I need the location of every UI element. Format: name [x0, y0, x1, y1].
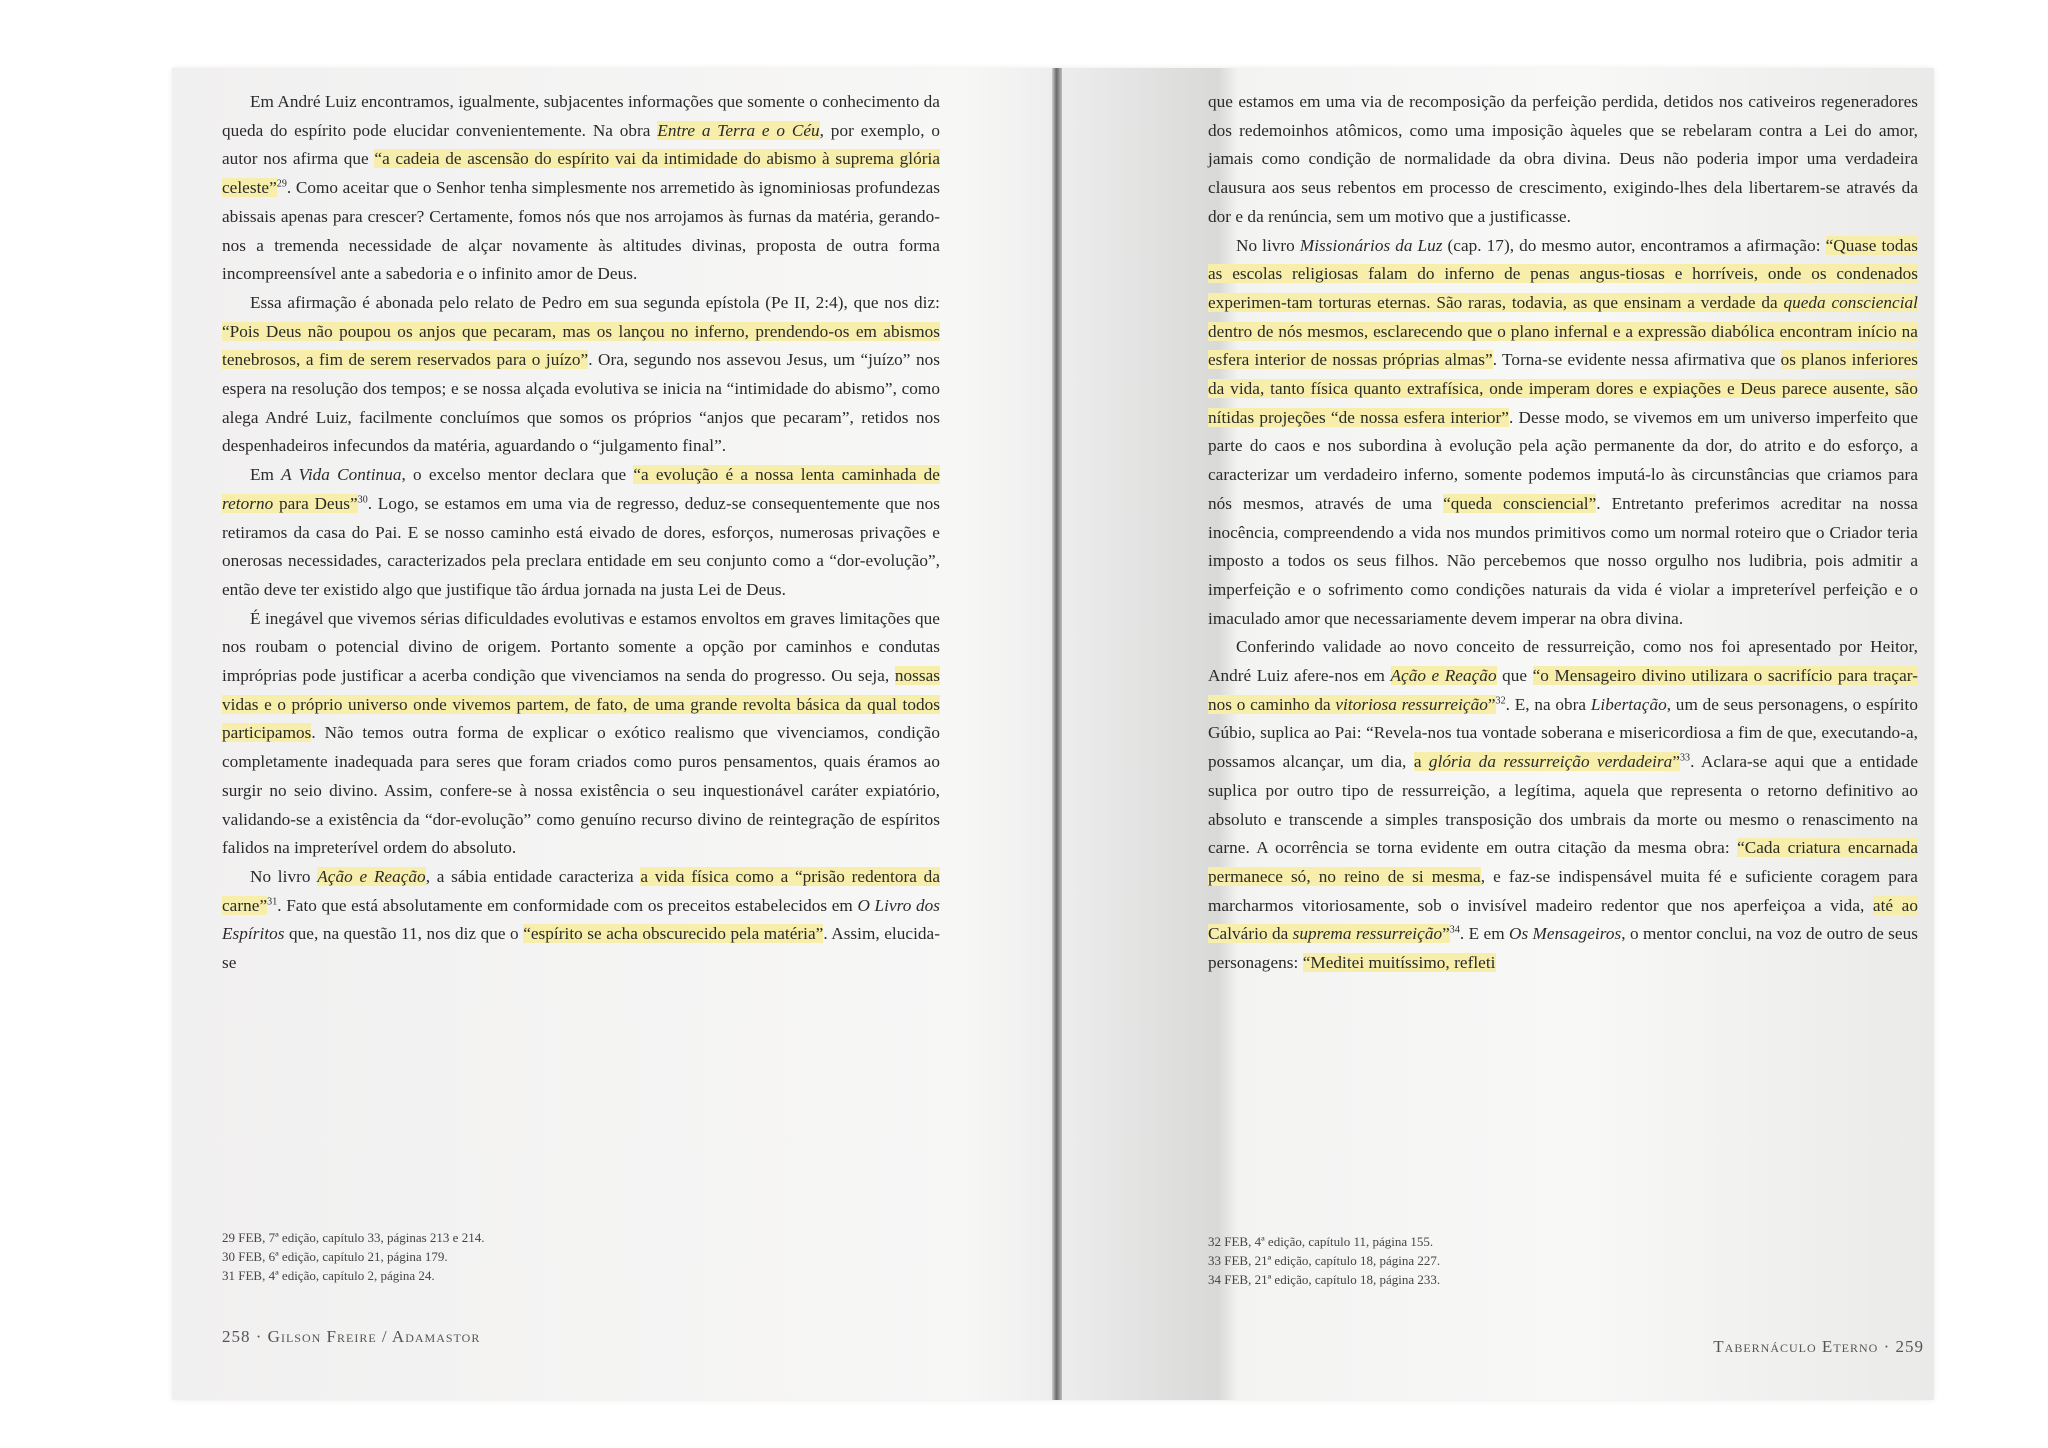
text-run: . Aclara-se aqui que a entidade suplica por outro tipo de ressurreição, a legítima, aquela que representa o retorno definitivo ao absoluto e transcende a simples transposição dos umbrais da morte ou mesmo o renascimento na carne. A ocorrência se torna evidente em outra citação da mesma obra:: [1208, 752, 1918, 858]
text-run: . Logo, se estamos em uma via de regresso, deduz-se consequentemente que nos retiramos da casa do Pai. E se nosso caminho está eivado de dores, esforços, numerosas privações e onerosas necessidades, caracterizados pela preclara entidade em seu conjunto como a “dor-evolução”, então deve ter existido algo que justifique tão árdua jornada na justa Lei de Deus.: [222, 493, 940, 599]
running-footer: Gilson Freire / Adamastor: [267, 1327, 481, 1346]
text-run: , um de seus personagens, o espírito Gúbio, suplica ao Pai: “Revela-nos tua vontade soberana e misericordiosa a fim de que, executando-a, possamos alcançar, um dia,: [1208, 694, 1918, 772]
highlighted-text: “o Mensageiro divino utilizara o sacrifício para traçar-nos o caminho da: [1208, 666, 1918, 714]
text-run: que: [1496, 666, 1533, 686]
highlighted-text: “espírito se acha obscurecido pela matéria”: [523, 924, 824, 944]
text-run: Missionários da Luz: [1299, 235, 1443, 255]
book-gutter: [1052, 68, 1062, 1400]
highlighted-text: Ação e Reação: [1390, 666, 1497, 686]
right-page-footnotes: [1208, 1232, 1440, 1289]
left-page-footer: 258 · Gilson Freire / Adamastor: [222, 1327, 481, 1346]
text-run: , e faz-se indispensável muita fé e suficiente coragem para marcharmos vitoriosamente, sob o invisível madeiro redentor que nos aperfeiçoa a vida,: [1208, 866, 1918, 915]
text-run: , a sábia entidade caracteriza: [425, 866, 641, 886]
footnote-ref: 33: [1680, 752, 1691, 764]
highlighted-text: dentro de nós mesmos, esclarecendo que o plano infernal e a expressão diabólica encontram início na esfera interior de nossas próprias almas”: [1208, 321, 1918, 370]
paragraph: [222, 605, 940, 863]
footnote: 31 FEB, 4ª edição, capítulo 2, página 24.: [222, 1268, 435, 1283]
footnote-ref: 29: [276, 178, 287, 190]
text-run: . Entretanto preferimos acreditar na nossa inocência, compreendendo a vida nos mundos primitivos como um normal roteiro que o Criador teria imposto a todos os seus filhos. Não percebemos que nosso orgulho nos ludibria, pois admitir a imperfeição e o sofrimento como condições naturais da vida é violar a impreterível perfeição e o imaculado amor que necessariamente devem imperar na obra divina.: [1208, 493, 1918, 628]
text-run: Conferindo validade ao novo conceito de ressurreição, como nos foi apresentado por Heitor, André Luiz afere-nos em: [1208, 637, 1918, 686]
highlighted-text: até ao Calvário da: [1208, 895, 1918, 944]
text-run: Os Mensageiros: [1508, 924, 1622, 944]
running-footer: Tabernáculo Eterno: [1713, 1337, 1879, 1356]
page-number: 258: [222, 1327, 251, 1346]
text-run: O Livro dos Espíritos: [222, 895, 940, 944]
highlighted-text: “queda consciencial”: [1443, 493, 1597, 513]
highlighted-text: a vida física como a “prisão redentora da carne”: [222, 866, 941, 915]
highlighted-text: glória da ressurreição verdadeira: [1428, 752, 1673, 772]
right-page-footer: Tabernáculo Eterno · 259: [1713, 1337, 1924, 1356]
text-run: , o excelso mentor declara que: [401, 465, 634, 485]
text-run: No livro: [250, 866, 318, 886]
text-run: . Fato que está absolutamente em conformidade com os preceitos estabelecidos em: [277, 895, 858, 915]
highlighted-text: Entre a Terra e o Céu: [657, 120, 820, 140]
text-run: . Ora, segundo nos assevou Jesus, um “juízo” nos espera na resolução dos tempos; e se nossa alçada evolutiva se inicia na “intimidade do abismo”, como alega André Luiz, facilmente concluímos que somos os próprios “anjos que pecaram”, retidos nos despenhadeiros infecundos da matéria, aguardando o “julgamento final”.: [222, 350, 940, 456]
paragraph: [222, 289, 940, 461]
highlighted-text: queda consciencial: [1783, 292, 1918, 312]
text-run: É inegável que vivemos sérias dificuldades evolutivas e estamos envoltos em graves limitações que nos roubam o potencial divino de origem. Portanto somente a opção por caminhos e condutas impróprias pode justificar a acerba condição que vivenciamos na senda do progresso. Ou seja,: [222, 608, 940, 686]
highlighted-text: “Quase todas as escolas religiosas falam do inferno de penas angus-tiosas e horríveis, onde os condenados experimen-tam torturas eternas. São raras, todavia, as que ensinam a verdade da: [1208, 235, 1918, 312]
text-run: , por exemplo, o autor nos afirma que: [222, 120, 940, 169]
footnote: 32 FEB, 4ª edição, capítulo 11, página 155.: [1208, 1234, 1434, 1249]
highlighted-text: retorno: [222, 493, 274, 513]
paragraph: [1208, 232, 1918, 634]
highlighted-text: ”: [1487, 694, 1496, 714]
text-run: , o mentor conclui, na voz de outro de seus personagens:: [1208, 924, 1918, 973]
highlighted-text: “a cadeia de ascensão do espírito vai da intimidade do abismo à suprema glória celeste”: [222, 149, 941, 198]
highlighted-text: a: [1413, 752, 1429, 772]
footnote: 33 FEB, 21ª edição, capítulo 18, página 227.: [1208, 1253, 1441, 1268]
highlighted-text: “Meditei muitíssimo, refleti: [1302, 953, 1496, 973]
highlighted-text: ”: [1442, 924, 1450, 944]
text-run: . Não temos outra forma de explicar o exótico realismo que vivenciamos, condição completamente inadequada para seres que foram criados como puros pensamentos, quais éramos ao surgir no seio divino. Assim, confere-se à nossa existência o seu inquestionável caráter expiatório, validando-se a existência da “dor-evolução” como genuíno recurso divino de reintegração de espíritos falidos na impreterível ordem do absoluto.: [222, 723, 940, 858]
highlighted-text: nossas vidas e o próprio universo onde vivemos partem, de fato, de uma grande revolta básica da qual todos participamos: [222, 666, 940, 743]
text-run: No livro: [1236, 235, 1300, 255]
text-run: . Assim, elucida-se: [222, 924, 940, 973]
text-run: . E em: [1459, 924, 1509, 944]
highlighted-text: ”: [1672, 752, 1680, 772]
highlighted-text: Ação e Reação: [317, 866, 426, 886]
paragraph: [222, 461, 940, 605]
paragraph: [222, 863, 940, 978]
footnote-ref: 34: [1449, 924, 1460, 936]
highlighted-text: “Pois Deus não poupou os anjos que pecaram, mas os lançou no inferno, prendendo-os em abismos tenebrosos, a fim de serem reservados para o juízo”: [222, 321, 940, 370]
text-run: Em: [250, 465, 282, 485]
left-page-body: [222, 88, 940, 978]
text-run: . E, na obra: [1505, 694, 1591, 714]
text-run: . Desse modo, se vivemos em um universo imperfeito que parte do caos e nos subordina à evolução pela ação permanente da dor, do atrito e do esforço, a caracterizar um verdadeiro inferno, somente podemos imputá-lo às circunstâncias que criamos para nós mesmos, através de uma: [1208, 407, 1918, 513]
text-run: . Como aceitar que o Senhor tenha simplesmente nos arremetido às ignominiosas profundezas abissais apenas para crescer? Certamente, fomos nós que nos arrojamos às furnas da matéria, gerando-nos a tremenda necessidade de alçar novamente às altitudes divinas, proposta de outra forma incompreensível ante a sabedoria e o infinito amor de Deus.: [222, 178, 940, 284]
highlighted-text: para Deus”: [273, 493, 358, 513]
highlighted-text: vitoriosa ressurreição: [1335, 694, 1488, 714]
right-page: [1208, 88, 1918, 978]
footnote-ref: 31: [267, 895, 278, 907]
highlighted-text: suprema ressurreição: [1292, 924, 1443, 944]
left-page-footnotes: [222, 1228, 484, 1285]
left-page: [222, 88, 940, 978]
paragraph: [1208, 633, 1918, 977]
text-run: que estamos em uma via de recomposição da perfeição perdida, detidos nos cativeiros regeneradores dos redemoinhos atômicos, como uma imposição àqueles que se rebelaram contra a Lei do amor, jamais como condição de normalidade da obra divina. Deus não poderia impor uma verdadeira clausura aos seus rebentos em processo de crescimento, exigindo-lhes dela libertarem-se através da dor e da renúncia, sem um motivo que a justificasse.: [1208, 92, 1918, 226]
text-run: que, na questão 11, nos diz que o: [284, 924, 524, 944]
footnote: 29 FEB, 7ª edição, capítulo 33, páginas 213 e 214.: [222, 1230, 485, 1245]
footnote-ref: 30: [357, 494, 368, 506]
text-run: Libertação: [1590, 694, 1667, 714]
right-page-body: [1208, 88, 1918, 978]
text-run: Em André Luiz encontramos, igualmente, subjacentes informações que somente o conhecimento da queda do espírito pode elucidar convenientemente. Na obra: [222, 92, 940, 140]
text-run: Essa afirmação é abonada pelo relato de Pedro em sua segunda epístola (Pe II, 2:4), que nos diz:: [250, 292, 940, 312]
footnote: 34 FEB, 21ª edição, capítulo 18, página 233.: [1208, 1272, 1441, 1287]
text-run: (cap. 17), do mesmo autor, encontramos a afirmação:: [1442, 235, 1826, 255]
paragraph: [1208, 88, 1918, 232]
paragraph: [222, 88, 940, 289]
footnote-ref: 32: [1495, 695, 1506, 707]
highlighted-text: os planos inferiores da vida, tanto física quanto extrafísica, onde imperam dores e expiações e Deus parece ausente, são nítidas projeções “de nossa esfera interior”: [1208, 350, 1918, 427]
highlighted-text: “a evolução é a nossa lenta caminhada de: [633, 465, 940, 485]
highlighted-text: “Cada criatura encarnada permanece só, no reino de si mesma: [1208, 838, 1918, 886]
footnote: 30 FEB, 6ª edição, capítulo 21, página 179.: [222, 1249, 448, 1264]
text-run: . Torna-se evidente nessa afirmativa que: [1492, 350, 1781, 370]
page-number: 259: [1895, 1337, 1924, 1356]
text-run: A Vida Continua: [281, 465, 402, 485]
